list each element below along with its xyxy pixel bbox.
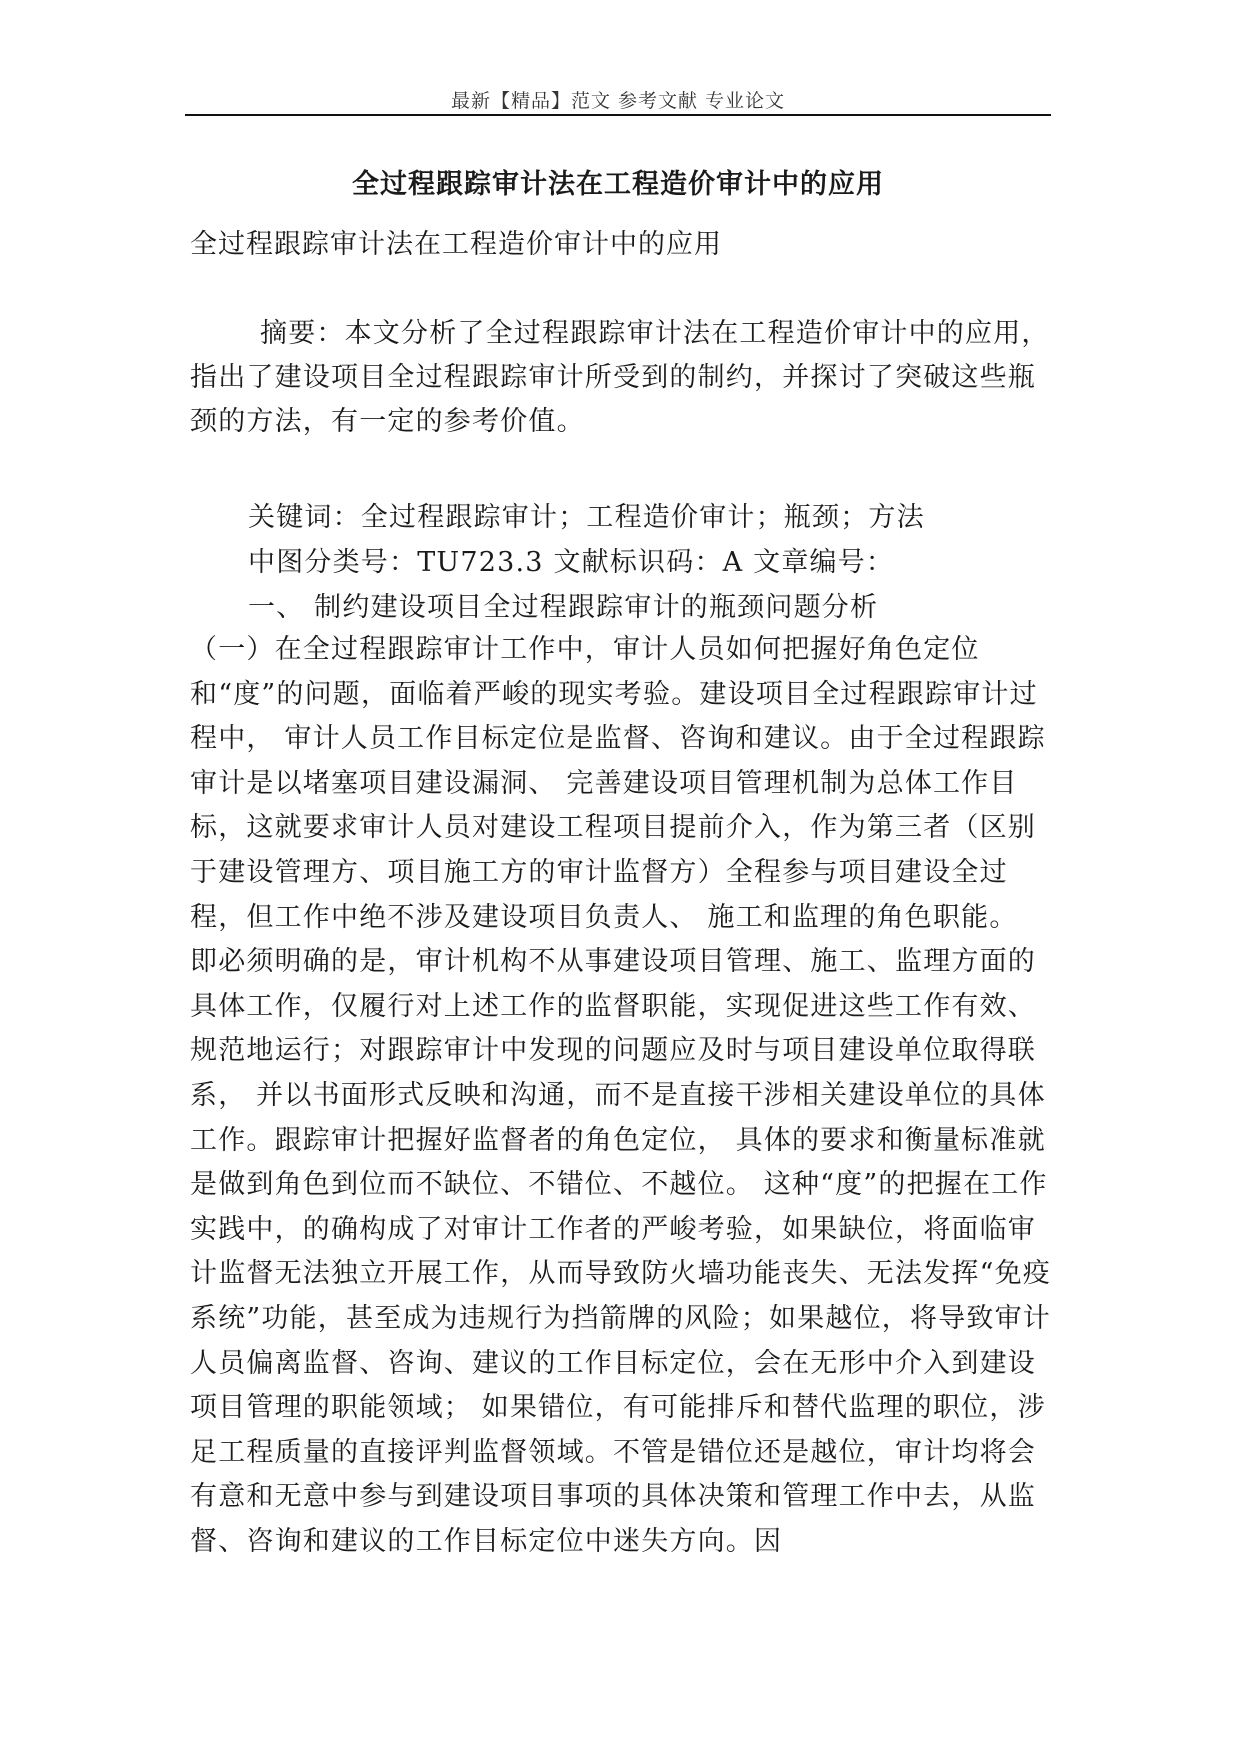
classification-line: 中图分类号：TU723.3 文献标识码：A 文章编号： — [248, 547, 895, 578]
section-body-paragraph: （一）在全过程跟踪审计工作中，审计人员如何把握好角色定位和“度”的问题，面临着严峻的现实考验。建设项目全过程跟踪审计过程中， 审计人员工作目标定位是监督、咨询和建议。由于全过程跟踪审计是以堵塞项目建设漏洞、 完善建设项目管理机制为总体工作目标，这就要求审计人员对建设工程项目提前介入，作为第三者（区别于建设管理方、项目施工方的审计监督方）全程参与项目建设全过程，但工作中绝不涉及建设项目负责人、 施工和监理的角色职能。 即必须明确的是，审计机构不从事建设项目管理、施工、监理方面的具体工作，仅履行对上述工作的监督职能，实现促进这些工作有效、规范地运行；对跟踪审计中发现的问题应及时与项目建设单位取得联系， 并以书面形式反映和沟通，而不是直接干涉相关建设单位的具体工作。跟踪审计把握好监督者的角色定位， 具体的要求和衡量标准就是做到角色到位而不缺位、不错位、不越位。 这种“度”的把握在工作实践中，的确构成了对审计工作者的严峻考验，如果缺位，将面临审计监督无法独立开展工作，从而导致防火墙功能丧失、无法发挥“免疫系统”功能，甚至成为违规行为挡箭牌的风险；如果越位，将导致审计人员偏离监督、咨询、建议的工作目标定位，会在无形中介入到建设项目管理的职能领域； 如果错位，有可能排斥和替代监理的职位，涉足工程质量的直接评判监督领域。不管是错位还是越位，审计均将会有意和无意中参与到建设项目事项的具体决策和管理工作中去，从监督、咨询和建议的工作目标定位中迷失方向。因 — [190, 634, 1052, 1557]
document-title: 全过程跟踪审计法在工程造价审计中的应用 — [352, 169, 884, 200]
abstract-paragraph: 摘要：本文分析了全过程跟踪审计法在工程造价审计中的应用，指出了建设项目全过程跟踪审计所受到的制约，并探讨了突破这些瓶颈的方法，有一定的参考价值。 — [190, 318, 1050, 437]
section-heading: 一、 制约建设项目全过程跟踪审计的瓶颈问题分析 — [248, 592, 879, 623]
running-header: 最新【精品】范文 参考文献 专业论文 — [450, 90, 786, 112]
keywords-line: 关键词：全过程跟踪审计；工程造价审计；瓶颈；方法 — [248, 502, 925, 533]
header-divider — [185, 114, 1051, 116]
document-subtitle: 全过程跟踪审计法在工程造价审计中的应用 — [190, 229, 722, 260]
